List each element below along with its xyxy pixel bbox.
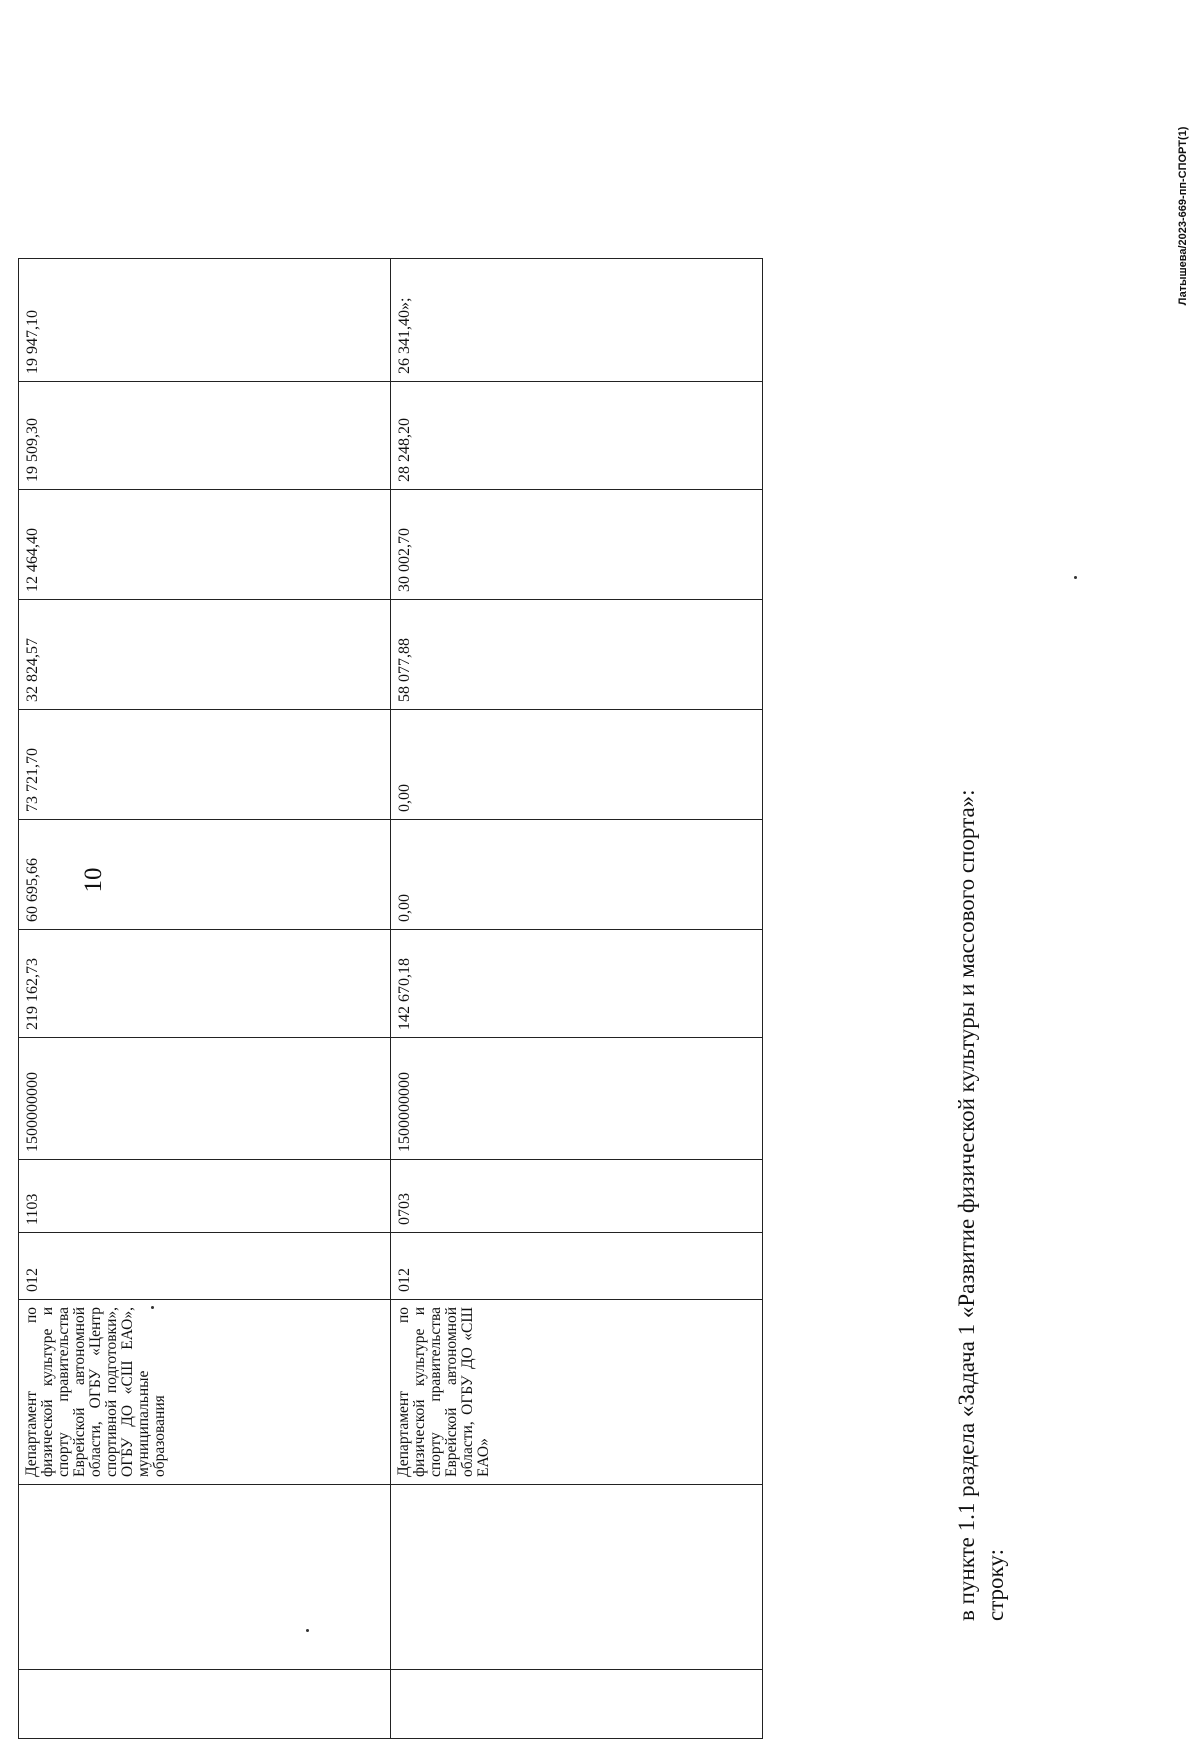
table-cell-value: 0,00 [391,710,763,820]
table-cell-executor: Департамент по физической культуре и спорту правительства Еврейской автономной области, ОГБУ ДО «СШ ЕАО» [391,1300,763,1485]
table-row [19,259,391,1739]
table-cell-value: 28 248,20 [391,382,763,490]
table-cell-value: 19 947,10 [19,259,391,382]
amendment-text-line: строку: [983,1549,1008,1621]
table-cell-value: 219 162,73 [19,930,391,1038]
table-cell-value: 30 002,70 [391,490,763,600]
table-cell-empty [391,1670,763,1739]
table-cell-value: 19 509,30 [19,382,391,490]
table-cell-executor: Департамент по физической культуре и спорту правительства Еврейской автономной области, ОГБУ «Центр спортивной подготовки», ОГБУ ДО «СШ ЕАО», муниципальные образования [19,1300,391,1485]
amendment-text [952,151,1010,1621]
table-cell-value: 32 824,57 [19,600,391,710]
table-cell-empty [19,1670,391,1739]
budget-table-wrapper [18,259,762,1739]
table-cell-value: 60 695,66 [19,820,391,930]
table-cell-csr: 1500000000 [19,1038,391,1160]
scan-speck [151,1306,154,1309]
table-cell-grbs: 012 [391,1233,763,1300]
table-cell-value: 142 670,18 [391,930,763,1038]
table-cell-value: 0,00 [391,820,763,930]
table-cell-value: 12 464,40 [19,490,391,600]
table-cell-empty [391,1485,763,1670]
table-cell-csr: 1500000000 [391,1038,763,1160]
budget-table [18,258,763,1739]
table-cell-value: 73 721,70 [19,710,391,820]
document-code: Латышева/2023-669-пп-СПОРТ(1) [1177,126,1189,306]
page-number: 10 [80,867,107,893]
amendment-text-line: в пункте 1.1 раздела «Задача 1 «Развитие физической культуры и массового спорта»: [954,789,979,1621]
table-row [391,259,763,1739]
table-cell-empty [19,1485,391,1670]
table-cell-value: 58 077,88 [391,600,763,710]
table-cell-rzpr: 0703 [391,1160,763,1233]
scan-speck [1074,576,1077,579]
table-cell-grbs: 012 [19,1233,391,1300]
table-cell-rzpr: 1103 [19,1160,391,1233]
scan-speck [306,1629,309,1632]
table-cell-value: 26 341,40»; [391,259,763,382]
